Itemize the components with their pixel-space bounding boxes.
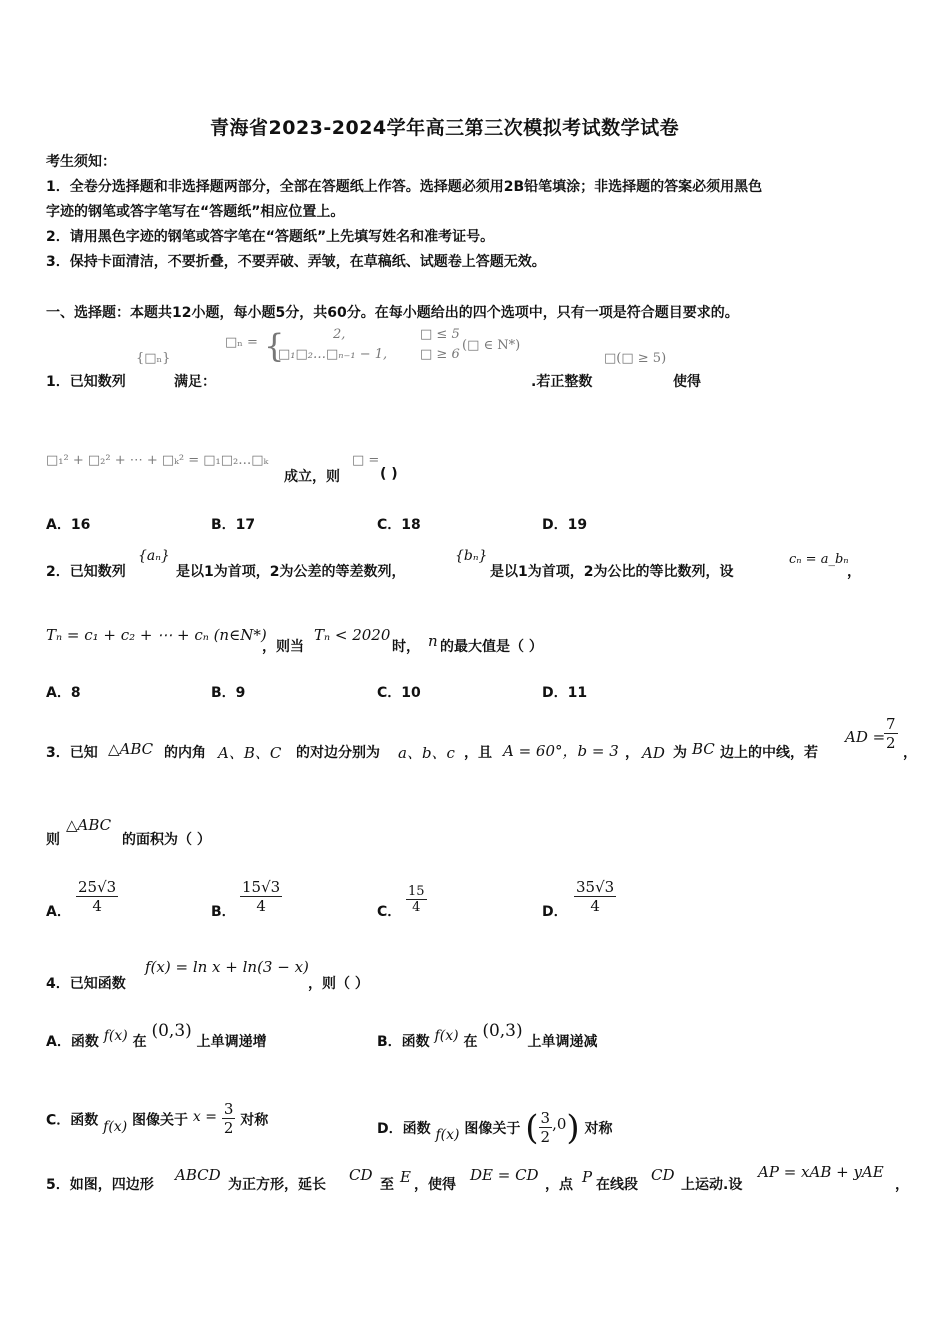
q2-p2: 是以1为首项，2为公差的等差数列，	[176, 564, 406, 580]
q3-p7: 边上的中线，若	[720, 745, 818, 761]
page-title: 青海省2023-2024学年高三第三次模拟考试数学试卷	[210, 117, 680, 139]
q3-p1: 3．已知	[46, 745, 98, 761]
q4-d-pre: D．函数	[377, 1121, 431, 1137]
q3-p8: ，	[903, 745, 917, 761]
q5-p6: 在线段	[596, 1177, 638, 1193]
q1-def-top: 2,	[333, 327, 346, 342]
q4-a-post: 上单调递增	[196, 1034, 267, 1050]
q4-d-den: 2	[540, 1127, 551, 1146]
q4-c-pre: C．函数	[46, 1112, 99, 1129]
q4-c-num: 3	[223, 1100, 234, 1118]
q3-option-d-label[interactable]: D．	[542, 904, 568, 920]
q2-tn-cond: Tₙ < 2020	[314, 626, 391, 644]
q1-brace: {	[264, 327, 285, 365]
notice-line-1b: 字迹的钢笔或答字笔写在“答题纸”相应位置上。	[46, 204, 345, 220]
q3-option-d[interactable]	[574, 878, 616, 915]
q4-a-interval: (0,3)	[151, 1021, 192, 1041]
q5-e: E	[400, 1168, 411, 1186]
q4-c-lhs: x =	[192, 1108, 217, 1125]
q3-condition: A = 60°，b = 3	[503, 742, 619, 760]
notice-line-2: 2．请用黑色字迹的钢笔或答字笔在“答题纸”上先填写姓名和准考证号。	[46, 229, 495, 245]
q3-ad-lhs: AD =	[845, 728, 886, 746]
q1-blank: ( )	[380, 466, 398, 482]
q2-option-a[interactable]: A．8	[46, 685, 81, 701]
q5-p3: 至	[380, 1177, 394, 1193]
q1-def-bottom: □₁□₂…□ₙ₋₁ − 1,	[278, 347, 388, 362]
q5-p5: ，点	[545, 1177, 573, 1193]
q3-option-c[interactable]	[406, 884, 427, 915]
q4-option-b[interactable]	[377, 1021, 598, 1051]
q2-p3: 是以1为首项，2为公比的等比数列，设	[490, 564, 734, 580]
q1-option-a[interactable]: A．16	[46, 517, 91, 533]
q3-option-b-den: 4	[256, 897, 266, 915]
q2-p5: 时，	[392, 639, 420, 655]
q1-def-case2: □ ≥ 6	[420, 347, 460, 362]
q4-p1: 4．已知函数	[46, 976, 126, 992]
q3-p4: ，且	[464, 745, 492, 761]
q1-equation: □₁² + □₂² + ⋯ + □ₖ² = □₁□₂…□ₖ	[46, 453, 269, 468]
q5-p7: 上运动.设	[681, 1177, 743, 1193]
q4-d-paren-close: )	[566, 1108, 580, 1148]
q3-option-d-den: 4	[590, 897, 600, 915]
q5-p2: 为正方形，延长	[228, 1177, 326, 1193]
q3-p9: 则	[46, 832, 60, 848]
q4-b-f: f(x)	[434, 1028, 459, 1044]
notice-line-3: 3．保持卡面清洁，不要折叠，不要弄破、弄皱，在草稿纸、试题卷上答题无效。	[46, 254, 546, 270]
q3-option-c-num: 15	[408, 884, 425, 899]
q1-option-c[interactable]: C．18	[377, 517, 421, 533]
q5-ap-eq: AP = xAB + yAE	[758, 1163, 884, 1181]
q3-option-a-den: 4	[92, 897, 102, 915]
q5-de-eq: DE = CD	[470, 1166, 539, 1184]
q2-an: {aₙ}	[138, 548, 170, 564]
q2-tn-def: Tₙ = c₁ + c₂ + ⋯ + cₙ (n∈N*)	[46, 626, 267, 644]
q2-option-b[interactable]: B．9	[211, 685, 246, 701]
q3-sides: a、b、c	[398, 744, 455, 762]
q2-n: n	[428, 632, 438, 650]
q2-comma: ，	[847, 564, 861, 580]
q3-option-a-num: 25√3	[78, 878, 117, 896]
q2-p4: ，则当	[262, 639, 304, 655]
q3-option-b-label[interactable]: B．	[211, 904, 236, 920]
q5-p4: ，使得	[414, 1177, 456, 1193]
q1-cond: .若正整数	[531, 374, 593, 390]
q1-option-b[interactable]: B．17	[211, 517, 256, 533]
q1-tail: 成立，则	[284, 469, 340, 485]
q2-cn-def: cₙ = a_bₙ	[789, 552, 849, 567]
q3-angles: A、B、C	[218, 744, 282, 762]
notice-heading: 考生须知：	[46, 154, 116, 170]
q1-prefix: 1．已知数列	[46, 374, 126, 390]
q3-option-b[interactable]	[240, 878, 282, 915]
q3-ad: AD	[642, 744, 665, 762]
q1-sequence: {□ₙ}	[136, 351, 171, 366]
q4-d-paren-open: (	[525, 1108, 539, 1148]
q5-p1: 5．如图，四边形	[46, 1177, 154, 1193]
q3-p2: 的内角	[164, 745, 206, 761]
q4-option-a[interactable]	[46, 1021, 267, 1051]
q4-d-f: f(x)	[435, 1127, 460, 1143]
q1-after: 使得	[673, 374, 701, 390]
q3-ad-num: 7	[886, 715, 896, 733]
q4-b-mid: 在	[463, 1034, 478, 1050]
q3-option-a-label[interactable]: A．	[46, 904, 71, 920]
q4-option-d[interactable]	[377, 1102, 613, 1148]
q3-option-b-num: 15√3	[242, 878, 281, 896]
q1-option-d[interactable]: D．19	[542, 517, 588, 533]
q4-c-mid: 图像关于	[132, 1112, 189, 1129]
q5-cd: CD	[349, 1166, 373, 1184]
q2-p1: 2．已知数列	[46, 564, 126, 580]
q4-b-pre: B．函数	[377, 1034, 430, 1050]
q1-def-domain: (□ ∈ N*)	[462, 338, 521, 353]
q4-option-c[interactable]	[46, 1102, 268, 1139]
q2-p6: 的最大值是（ ）	[440, 639, 543, 655]
q4-b-interval: (0,3)	[482, 1021, 523, 1041]
q4-c-post: 对称	[240, 1112, 269, 1129]
q4-d-num: 3	[540, 1108, 551, 1127]
q3-bc: BC	[692, 740, 715, 758]
q5-p8: ，	[895, 1177, 909, 1193]
q2-bn: {bₙ}	[455, 548, 488, 564]
q4-c-f: f(x)	[103, 1118, 128, 1135]
section-heading: 一、选择题：本题共12小题，每小题5分，共60分。在每小题给出的四个选项中，只有一项是符合题目要求的。	[46, 305, 739, 321]
q5-cd-2: CD	[651, 1166, 675, 1184]
q5-p: P	[582, 1168, 593, 1186]
q4-a-pre: A．函数	[46, 1034, 99, 1050]
q1-def-case1: □ ≤ 5	[420, 327, 460, 342]
q3-triangle-2: △ABC	[66, 816, 112, 834]
q4-function: f(x) = ln x + ln(3 − x)	[145, 958, 309, 976]
q4-b-post: 上单调递减	[527, 1034, 598, 1050]
q5-abcd: ABCD	[175, 1166, 221, 1184]
q4-a-f: f(x)	[103, 1028, 128, 1044]
q4-d-post: 对称	[584, 1121, 613, 1137]
q3-triangle: △ABC	[108, 740, 154, 758]
q3-p5: ，	[625, 745, 639, 761]
q3-p6: 为	[673, 745, 687, 761]
q3-p10: 的面积为（ ）	[122, 832, 211, 848]
q1-k-eq: □ =	[352, 453, 380, 468]
q1-k-condition: □(□ ≥ 5)	[604, 351, 667, 366]
notice-line-1a: 1．全卷分选择题和非选择题两部分，全部在答题纸上作答。选择题必须用2B铅笔填涂；非选择题的答案必须用黑色	[46, 179, 763, 195]
q2-option-d[interactable]: D．11	[542, 685, 588, 701]
q2-option-c[interactable]: C．10	[377, 685, 421, 701]
q3-option-c-label[interactable]: C．	[377, 904, 402, 920]
q4-d-mid: 图像关于	[464, 1121, 521, 1137]
q3-ad-den: 2	[886, 734, 896, 752]
q4-a-mid: 在	[132, 1034, 147, 1050]
q3-option-d-num: 35√3	[576, 878, 615, 896]
q3-p3: 的对边分别为	[296, 745, 380, 761]
q3-ad-fraction	[884, 715, 898, 752]
q3-option-a[interactable]	[76, 878, 118, 915]
q4-c-den: 2	[223, 1119, 234, 1137]
q4-p2: ，则（ ）	[308, 976, 369, 992]
q1-def-lhs: □ₙ =	[225, 335, 258, 350]
notice-block	[46, 150, 762, 275]
q1-mid: 满足：	[174, 374, 216, 390]
q4-d-tail: ,0	[552, 1115, 567, 1133]
q3-option-c-den: 4	[412, 900, 421, 915]
